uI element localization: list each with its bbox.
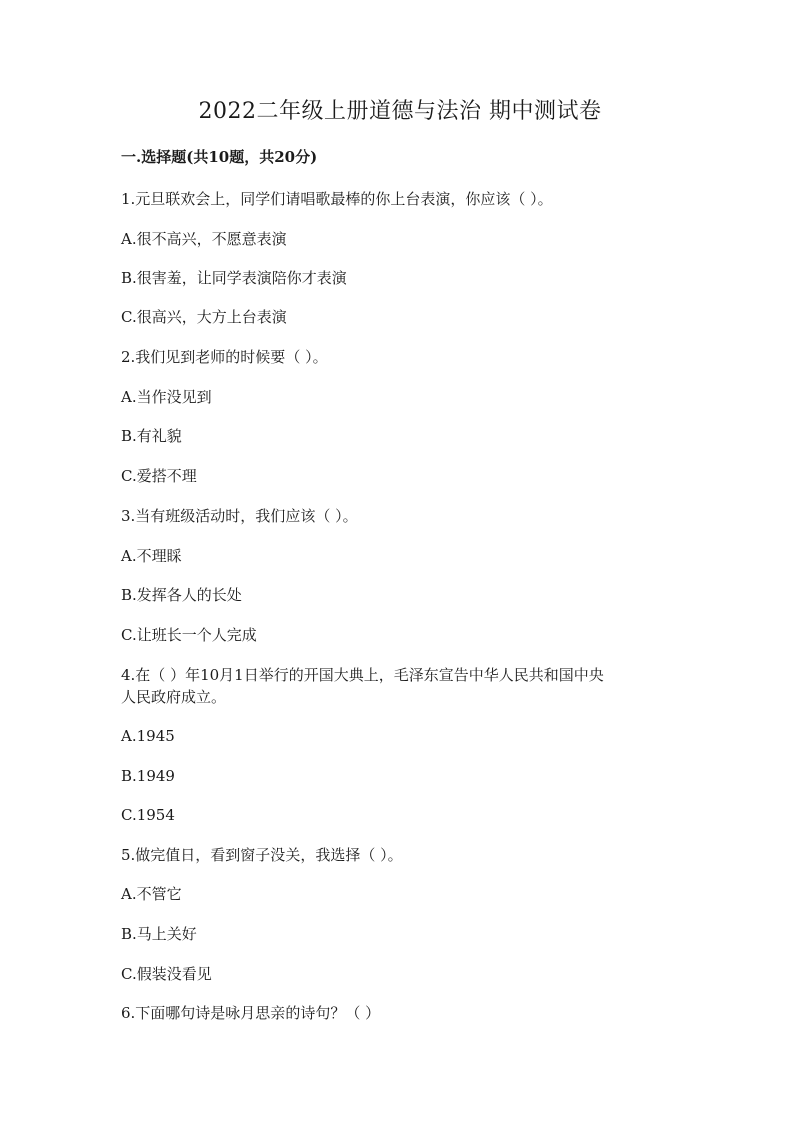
question-2-option-b: B.有礼貌 — [121, 427, 182, 445]
question-3-stem: 3.当有班级活动时，我们应该（ ）。 — [121, 507, 358, 525]
question-5-option-c: C.假装没看见 — [121, 965, 212, 983]
question-5-option-a: A.不管它 — [121, 885, 182, 903]
question-4-option-c: C.1954 — [121, 806, 175, 824]
question-3-option-a: A.不理睬 — [121, 547, 182, 565]
question-2-stem: 2.我们见到老师的时候要（ ）。 — [121, 348, 328, 366]
question-1-option-b: B.很害羞，让同学表演陪你才表演 — [121, 269, 347, 287]
question-4-stem-line-2: 人民政府成立。 — [121, 688, 227, 706]
question-1-option-c: C.很高兴，大方上台表演 — [121, 308, 287, 326]
page-title: 2022二年级上册道德与法治 期中测试卷 — [198, 99, 602, 124]
question-1-option-a: A.很不高兴，不愿意表演 — [121, 230, 287, 248]
question-4-stem-line-1: 4.在（ ）年10月1日举行的开国大典上，毛泽东宣告中华人民共和国中央 — [121, 666, 604, 684]
section-heading: 一.选择题(共10题，共20分) — [121, 148, 318, 166]
question-3-option-c: C.让班长一个人完成 — [121, 626, 257, 644]
question-2-option-c: C.爱搭不理 — [121, 467, 197, 485]
question-3-option-b: B.发挥各人的长处 — [121, 586, 242, 604]
question-1-stem: 1.元旦联欢会上，同学们请唱歌最棒的你上台表演，你应该（ ）。 — [121, 190, 553, 208]
question-4-option-b: B.1949 — [121, 767, 175, 785]
question-5-option-b: B.马上关好 — [121, 925, 197, 943]
question-2-option-a: A.当作没见到 — [121, 388, 212, 406]
question-6-stem: 6.下面哪句诗是咏月思亲的诗句？（ ） — [121, 1004, 381, 1022]
question-5-stem: 5.做完值日，看到窗子没关，我选择（ ）。 — [121, 846, 403, 864]
question-4-option-a: A.1945 — [121, 727, 175, 745]
